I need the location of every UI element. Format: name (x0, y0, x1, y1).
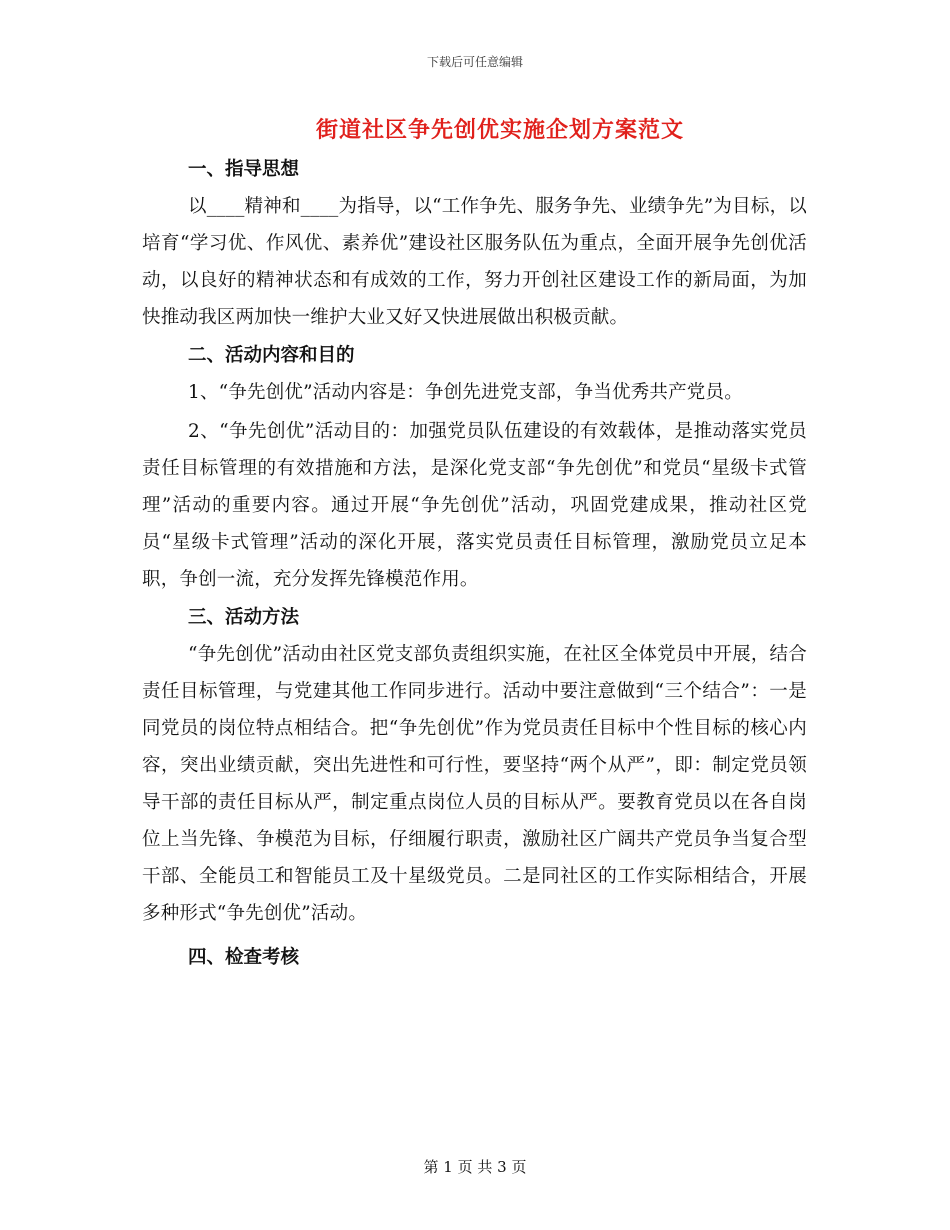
section-heading-inspection: 四、检查考核 (188, 947, 300, 968)
paragraph-activity-method: “争先创优”活动由社区党支部负责组织实施，在社区全体党员中开展，结合责任目标管理，与党建其他工作同步进行。活动中要注意做到“三个结合”：一是同党员的岗位特点相结合。把“争先创优”作为党员责任目标中个性目标的核心内容，突出业绩贡献，突出先进性和可行性，要坚持“两个从严”，即：制定党员领导干部的责任目标从严，制定重点岗位人员的目标从严。要教育党员以在各自岗位上当先锋、争模范为目标，仔细履行职责，激励社区广阔共产党员争当复合型干部、全能员工和智能员工及十星级党员。二是同社区的工作实际相结合，开展多种形式“争先创优”活动。 (142, 644, 807, 924)
paragraph-guiding-ideology: 以____精神和____为指导，以“工作争先、服务争先、业绩争先”为目标，以培育“学习优、作风优、素养优”建设社区服务队伍为重点，全面开展争先创优活动，以良好的精神状态和有成效的工作，努力开创社区建设工作的新局面，为加快推动我区两加快一维护大业又好又快进展做出积极贡献。 (142, 196, 807, 328)
header-note: 下载后可任意编辑 (426, 55, 523, 69)
paragraph-activity-content: 1、“争先创优”活动内容是：争创先进党支部，争当优秀共产党员。 (188, 382, 743, 403)
paragraph-activity-purpose: 2、“争先创优”活动目的：加强党员队伍建设的有效载体，是推动落实党员责任目标管理的有效措施和方法，是深化党支部“争先创优”和党员“星级卡式管理”活动的重要内容。通过开展“争先创优”活动，巩固党建成果，推动社区党员“星级卡式管理”活动的深化开展，落实党员责任目标管理，激励党员立足本职，争创一流，充分发挥先锋模范作用。 (142, 421, 807, 590)
document-title: 街道社区争先创优实施企划方案范文 (315, 117, 684, 143)
document-body (142, 152, 807, 976)
section-heading-content-purpose: 二、活动内容和目的 (188, 345, 355, 366)
section-heading-activity-method: 三、活动方法 (188, 607, 300, 628)
section-heading-guiding-ideology: 一、指导思想 (188, 159, 300, 180)
page-footer: 第 1 页 共 3 页 (423, 1158, 527, 1176)
